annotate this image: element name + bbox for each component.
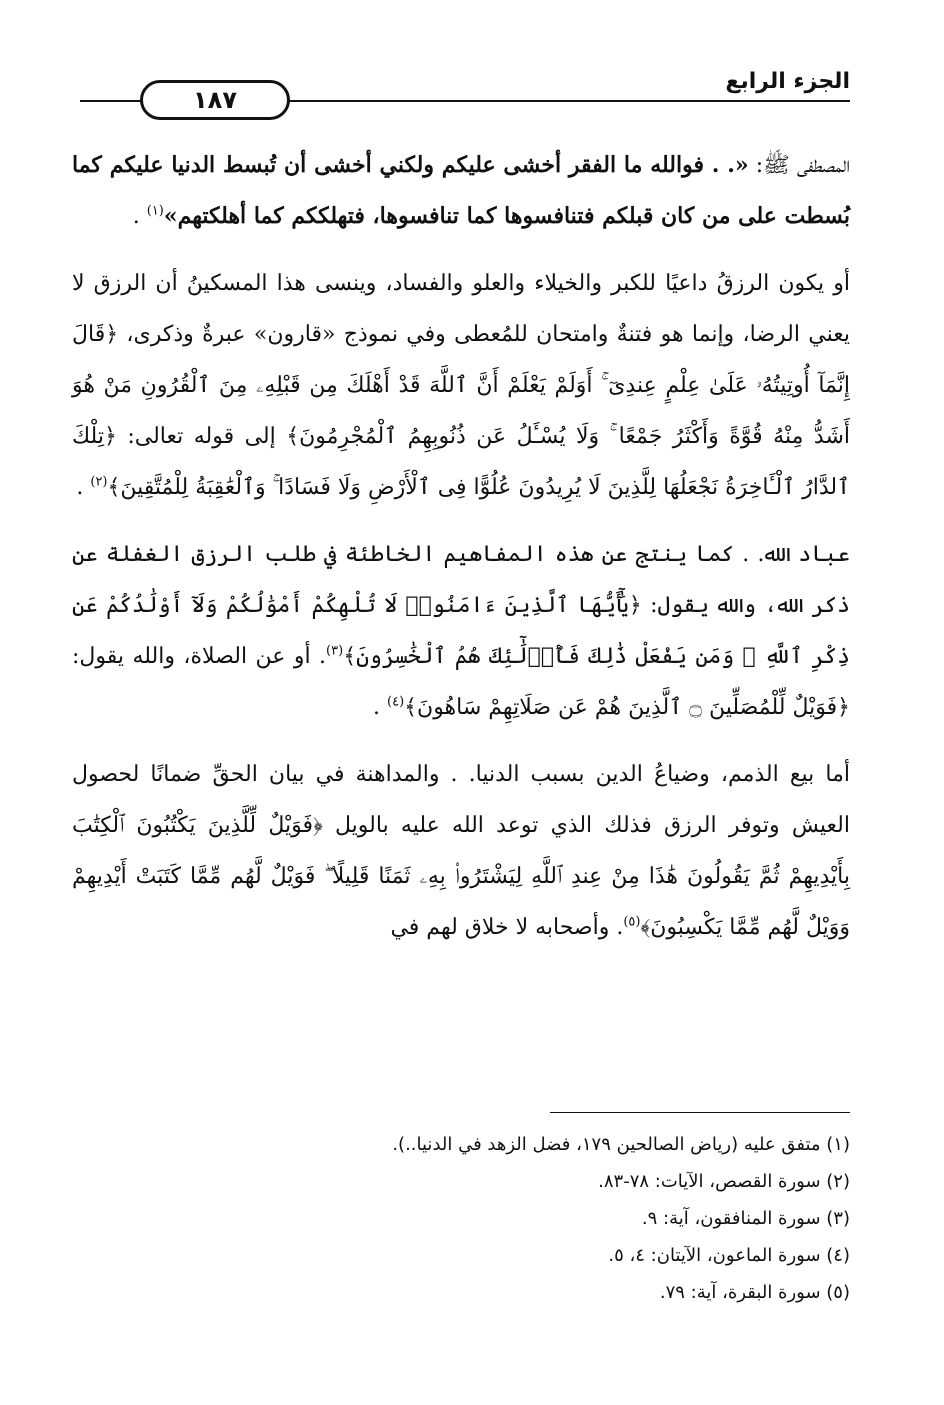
paragraph (72, 258, 850, 513)
running-head: الجزء الرابع (725, 69, 850, 94)
paragraph-tail: . (373, 695, 387, 720)
hadith-quote: «. . فوالله ما الفقر أخشى عليكم ولكني أخشى أن تُبسط الدنيا عليكم كما بُسطت على من كان قبلكم فتنافسوها كما تنافسوها، فتهلككم كما أهلكتهم» (72, 152, 850, 229)
footnote-ref: (٥) (623, 914, 641, 930)
footnote: (٢) سورة القصص، الآيات: ٧٨-٨٣. (598, 1171, 850, 1192)
footnote-rule (550, 1112, 850, 1113)
footnote: (٣) سورة المنافقون، آية: ٩. (641, 1208, 850, 1229)
paragraph (72, 529, 850, 733)
footnote-ref: (٢) (90, 474, 108, 490)
paragraph-tail: . وأصحابه لا خلاق لهم في (390, 915, 624, 940)
footnote: (١) متفق عليه (رياض الصالحين ١٧٩، فضل الزهد في الدنيا..). (392, 1134, 850, 1155)
paragraph-lead: المصطفى ﷺ: (748, 153, 850, 178)
paragraph-tail: . أو عن الصلاة، والله يقول: ﴿فَوَيْلٌ لِّلْمُصَلِّينَ ۝ ٱلَّذِينَ هُمْ عَن صَلَاتِهِمْ سَاهُونَ﴾ (72, 644, 850, 720)
paragraph-text: أما بيع الذمم، وضياعُ الدين بسبب الدنيا. . والمداهنة في بيان الحقِّ ضمانًا لحصول العيش وتوفر الرزق فذلك الذي توعد الله عليه بالويل ﴿فَوَيْلٌ لِّلَّذِينَ يَكْتُبُونَ ٱلْكِتَٰبَ بِأَيْدِيهِمْ ثُمَّ يَقُولُونَ هَٰذَا مِنْ عِندِ ٱللَّهِ لِيَشْتَرُوا۟ بِهِۦ ثَمَنًا قَلِيلًا ۖ فَوَيْلٌ لَّهُم مِّمَّا كَتَبَتْ أَيْدِيهِمْ وَوَيْلٌ لَّهُم مِّمَّا يَكْسِبُونَ﴾ (72, 762, 850, 940)
footnote: (٤) سورة الماعون، الآيتان: ٤، ٥. (608, 1245, 850, 1266)
paragraph (72, 140, 850, 242)
page-header (80, 62, 850, 122)
paragraph-text: أو يكون الرزقُ داعيًا للكبر والخيلاء والعلو والفساد، وينسى هذا المسكينُ أن الرزق لا يعني الرضا، وإنما هو فتنةٌ وامتحان للمُعطى وفي نموذج «قارون» عبرةٌ وذكرى، ﴿قَالَ إِنَّمَآ أُوتِيتُهُۥ عَلَىٰ عِلْمٍ عِندِىٓ ۚ أَوَلَمْ يَعْلَمْ أَنَّ ٱللَّهَ قَدْ أَهْلَكَ مِن قَبْلِهِۦ مِنَ ٱلْقُرُونِ مَنْ هُوَ أَشَدُّ مِنْهُ قُوَّةً وَأَكْثَرُ جَمْعًا ۚ وَلَا يُسْـَٔلُ عَن ذُنُوبِهِمُ ٱلْمُجْرِمُونَ﴾ إلى قوله تعالى: ﴿تِلْكَ ٱلدَّارُ ٱلْـَٔاخِرَةُ نَجْعَلُهَا لِلَّذِينَ لَا يُرِيدُونَ عُلُوًّا فِى ٱلْأَرْضِ وَلَا فَسَادًا ۚ وَٱلْعَٰقِبَةُ لِلْمُتَّقِينَ﴾ (72, 271, 850, 500)
footnotes (150, 1126, 850, 1311)
paragraph-text: عباد الله. . كما ينتج عن هذه المفاهيم الخاطئة في طلب الرزق الغفلة عن ذكر الله، والله يقول: ﴿يَٰٓأَيُّهَا ٱلَّذِينَ ءَامَنُوا۟ لَا تُلْهِكُمْ أَمْوَٰلُكُمْ وَلَآ أَوْلَٰدُكُمْ عَن ذِكْرِ ٱللَّهِ ۚ وَمَن يَفْعَلْ ذَٰلِكَ فَأُو۟لَٰٓئِكَ هُمُ ٱلْخَٰسِرُونَ﴾ (72, 542, 851, 669)
footnote-ref: (٣) (326, 643, 344, 659)
footnote-ref: (٤) (387, 694, 405, 710)
footnote-ref: (١) (146, 203, 164, 219)
body-text (72, 140, 850, 969)
footnote: (٥) سورة البقرة، آية: ٧٩. (659, 1282, 850, 1303)
paragraph-tail: . (76, 475, 91, 500)
page-number: ١٨٧ (140, 80, 290, 120)
paragraph-tail: . (132, 204, 147, 229)
paragraph (72, 749, 850, 953)
